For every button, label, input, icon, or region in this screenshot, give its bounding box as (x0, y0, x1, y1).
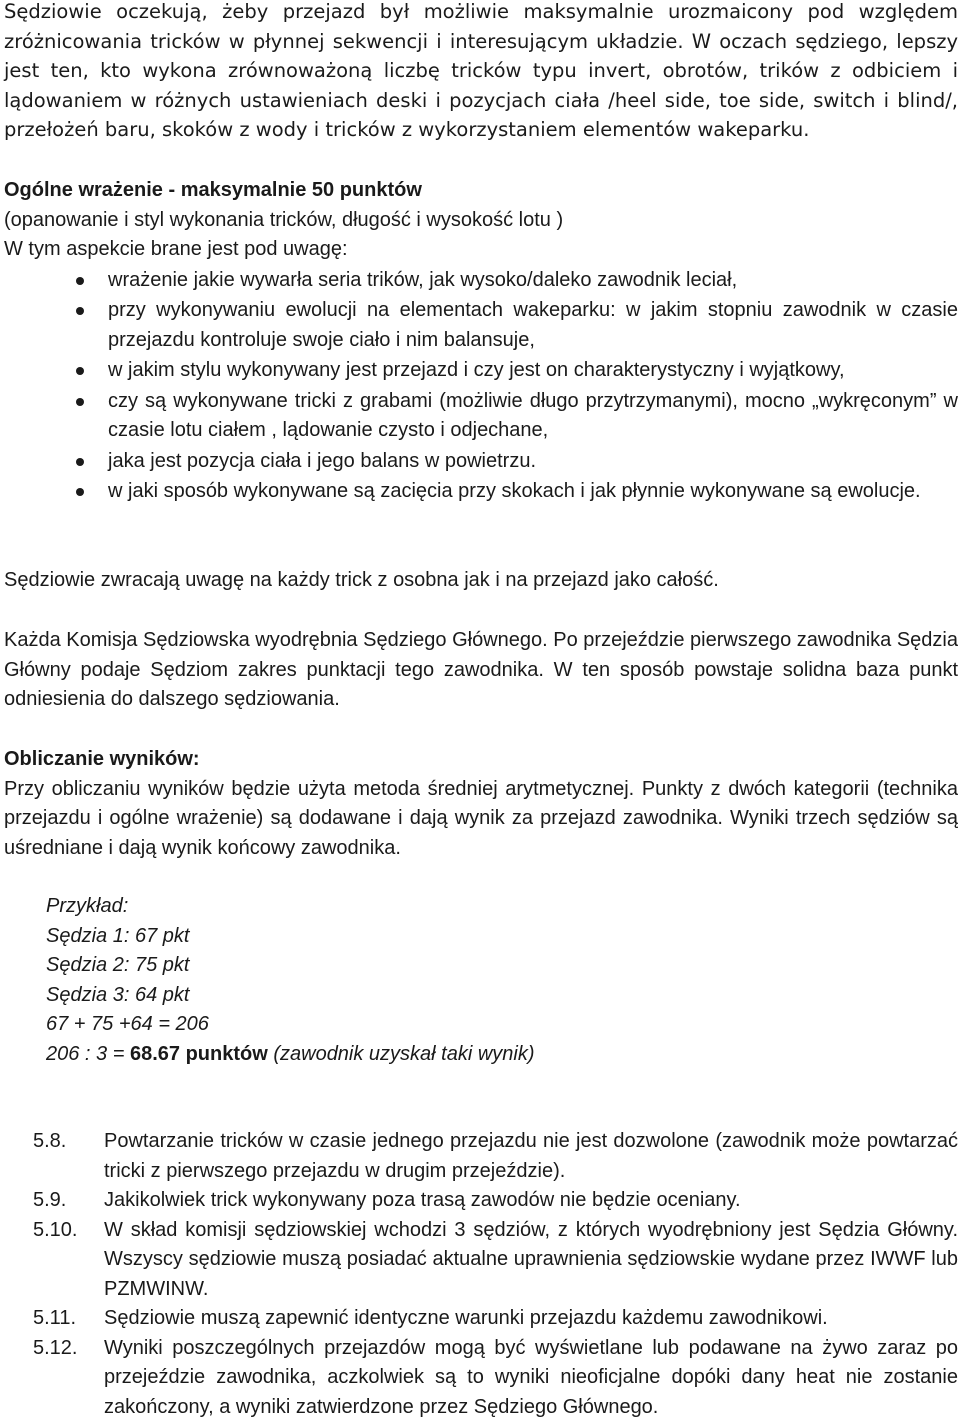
example-result-prefix: 206 : 3 = (46, 1043, 130, 1065)
list-item (4, 1127, 958, 1186)
example-judge-2: Sędzia 2: 75 pkt (46, 951, 746, 981)
list-item (4, 266, 958, 296)
example-result-value: 68.67 punktów (130, 1043, 268, 1065)
intro-paragraph: Sędziowie oczekują, żeby przejazd był możliwie maksymalnie urozmaicony pod względem zróżnicowania tricków w płynnej sekwencji i interesującym układzie. W oczach sędziego, lepszy jest ten, kto wykona zrównoważoną liczbę tricków typu invert, obrotów, trików z odbiciem i lądowaniem w różnych ustawieniach deski i pozycjach ciała /heel side, toe side, switch i blind/, przełożeń baru, skoków z wody i tricków z wykorzystaniem elementów wakeparku. (4, 0, 958, 145)
example-title: Przykład: (46, 892, 746, 922)
committee-paragraph: Każda Komisja Sędziowska wyodrębnia Sędziego Głównego. Po przejeździe pierwszego zawodnika Sędzia Główny podaje Sędziom zakres punktacji tego zawodnika. W ten sposób powstaje solidna baza punkt odniesienia do dalszego sędziowania. (4, 626, 958, 715)
rule-text: W skład komisji sędziowskiej wchodzi 3 sędziów, z których wyodrębniony jest Sędzia Główny. Wszyscy sędziowie muszą posiadać aktualne uprawnienia sędziowskie wydane przez IWWF lub PZMWINW. (104, 1219, 958, 1300)
criteria-list (4, 266, 958, 507)
example-judge-3: Sędzia 3: 64 pkt (46, 981, 746, 1011)
list-item (4, 447, 958, 477)
rule-text: Powtarzanie tricków w czasie jednego przejazdu nie jest dozwolone (zawodnik może powtarzać tricki z pierwszego przejazdu w drugim przejeździe). (104, 1130, 958, 1182)
bullet-icon (76, 398, 84, 406)
example-block (46, 892, 746, 1069)
list-item (4, 356, 958, 386)
rule-number: 5.8. (33, 1127, 66, 1157)
list-item-text: w jakim stylu wykonywany jest przejazd i czy jest on charakterystyczny i wyjątkowy, (108, 359, 845, 381)
general-impression-heading: Ogólne wrażenie - maksymalnie 50 punktów (4, 176, 958, 206)
rule-text: Wyniki poszczególnych przejazdów mogą być wyświetlane lub podawane na żywo zaraz po przejeździe zawodnika, aczkolwiek są to wyniki nieoficjalne dopóki dany heat nie zostanie zakończony, a wyniki zatwierdzone przez Sędziego Głównego. (104, 1337, 958, 1418)
list-item (4, 1334, 958, 1422)
example-result-suffix: (zawodnik uzyskał taki wynik) (268, 1043, 535, 1065)
scoring-section (4, 745, 958, 863)
list-item (4, 1216, 958, 1305)
list-item-text: czy są wykonywane tricki z grabami (możliwie długo przytrzymanymi), mocno „wykręconym” w czasie lotu ciałem , lądowanie czysto i odjechane, (108, 390, 958, 442)
list-item-text: wrażenie jakie wywarła seria trików, jak wysoko/daleko zawodnik leciał, (108, 269, 737, 291)
rule-number: 5.9. (33, 1186, 66, 1216)
rules-list (4, 1127, 958, 1422)
list-item (4, 1304, 958, 1334)
list-item (4, 1186, 958, 1216)
bullet-icon (76, 277, 84, 285)
list-item-text: w jaki sposób wykonywane są zacięcia przy skokach i jak płynnie wykonywane są ewolucje. (108, 480, 921, 502)
scoring-paragraph: Przy obliczaniu wyników będzie użyta metoda średniej arytmetycznej. Punkty z dwóch kategorii (technika przejazdu i ogólne wrażenie) są dodawane i dają wynik za przejazd zawodnika. Wyniki trzech sędziów są uśredniane i dają wynik końcowy zawodnika. (4, 775, 958, 864)
bullet-icon (76, 458, 84, 466)
example-judge-1: Sędzia 1: 67 pkt (46, 922, 746, 952)
example-sum: 67 + 75 +64 = 206 (46, 1010, 746, 1040)
list-item (4, 296, 958, 355)
rule-number: 5.10. (33, 1216, 77, 1246)
rule-text: Sędziowie muszą zapewnić identyczne warunki przejazdu każdemu zawodnikowi. (104, 1307, 828, 1329)
general-impression-subheading: (opanowanie i styl wykonania tricków, długość i wysokość lotu ) (4, 206, 958, 236)
general-impression-section (4, 176, 958, 507)
rule-number: 5.11. (33, 1304, 76, 1334)
example-result (46, 1040, 746, 1070)
attention-paragraph: Sędziowie zwracają uwagę na każdy trick z osobna jak i na przejazd jako całość. (4, 566, 958, 596)
list-item-text: przy wykonywaniu ewolucji na elementach wakeparku: w jakim stopniu zawodnik w czasie przejazdu kontroluje swoje ciało i nim balansuje, (108, 299, 958, 351)
bullet-icon (76, 367, 84, 375)
list-item (4, 477, 958, 507)
scoring-heading: Obliczanie wyników: (4, 745, 958, 775)
rule-number: 5.12. (33, 1334, 77, 1364)
list-item-text: jaka jest pozycja ciała i jego balans w powietrzu. (108, 450, 536, 472)
bullet-icon (76, 307, 84, 315)
list-item (4, 387, 958, 446)
general-impression-intro: W tym aspekcie brane jest pod uwagę: (4, 235, 958, 265)
bullet-icon (76, 488, 84, 496)
rule-text: Jakikolwiek trick wykonywany poza trasą zawodów nie będzie oceniany. (104, 1189, 741, 1211)
